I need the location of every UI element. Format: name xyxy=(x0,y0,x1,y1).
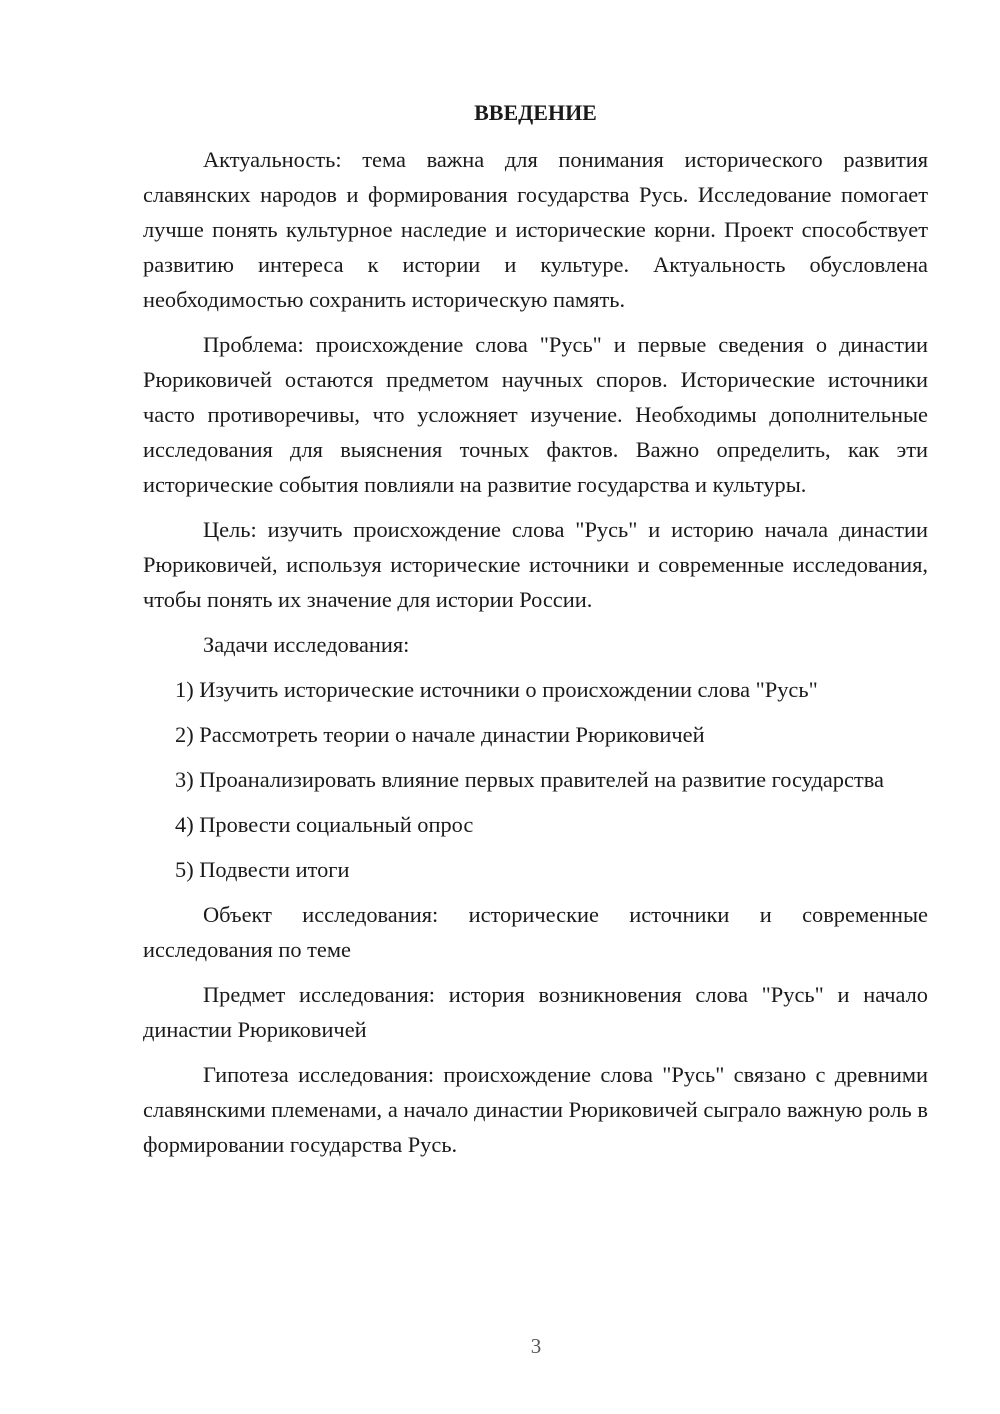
document-body xyxy=(143,95,928,1172)
task-item-1: 1) Изучить исторические источники о происхождении слова "Русь" xyxy=(175,677,818,702)
paragraph-hypothesis: Гипотеза исследования: происхождение слова "Русь" связано с древними славянскими племенами, а начало династии Рюриковичей сыграло важную роль в формировании государства Русь. xyxy=(143,1062,928,1157)
page-title: ВВЕДЕНИЕ xyxy=(474,100,597,125)
page-number: 3 xyxy=(530,1334,542,1358)
task-item-4: 4) Провести социальный опрос xyxy=(175,812,474,837)
paragraph-problem: Проблема: происхождение слова "Русь" и первые сведения о династии Рюриковичей остаются предметом научных споров. Исторические источники часто противоречивы, что усложняет изучение. Необходимы дополнительные исследования для выяснения точных фактов. Важно определить, как эти исторические события повлияли на развитие государства и культуры. xyxy=(143,332,928,497)
paragraph-goal: Цель: изучить происхождение слова "Русь" и историю начала династии Рюриковичей, используя исторические источники и современные исследования, чтобы понять их значение для истории России. xyxy=(143,517,928,612)
task-item-3: 3) Проанализировать влияние первых правителей на развитие государства xyxy=(175,767,884,792)
paragraph-relevance: Актуальность: тема важна для понимания исторического развития славянских народов и формирования государства Русь. Исследование помогает лучше понять культурное наследие и исторические корни. Проект способствует развитию интереса к истории и культуре. Актуальность обусловлена необходимостью сохранить историческую память. xyxy=(143,147,928,312)
task-item-2: 2) Рассмотреть теории о начале династии Рюриковичей xyxy=(175,722,705,747)
paragraph-object: Объект исследования: исторические источники и современные исследования по теме xyxy=(143,902,928,962)
task-item-5: 5) Подвести итоги xyxy=(175,857,350,882)
tasks-heading: Задачи исследования: xyxy=(203,632,410,657)
paragraph-subject: Предмет исследования: история возникновения слова "Русь" и начало династии Рюриковичей xyxy=(143,982,928,1042)
